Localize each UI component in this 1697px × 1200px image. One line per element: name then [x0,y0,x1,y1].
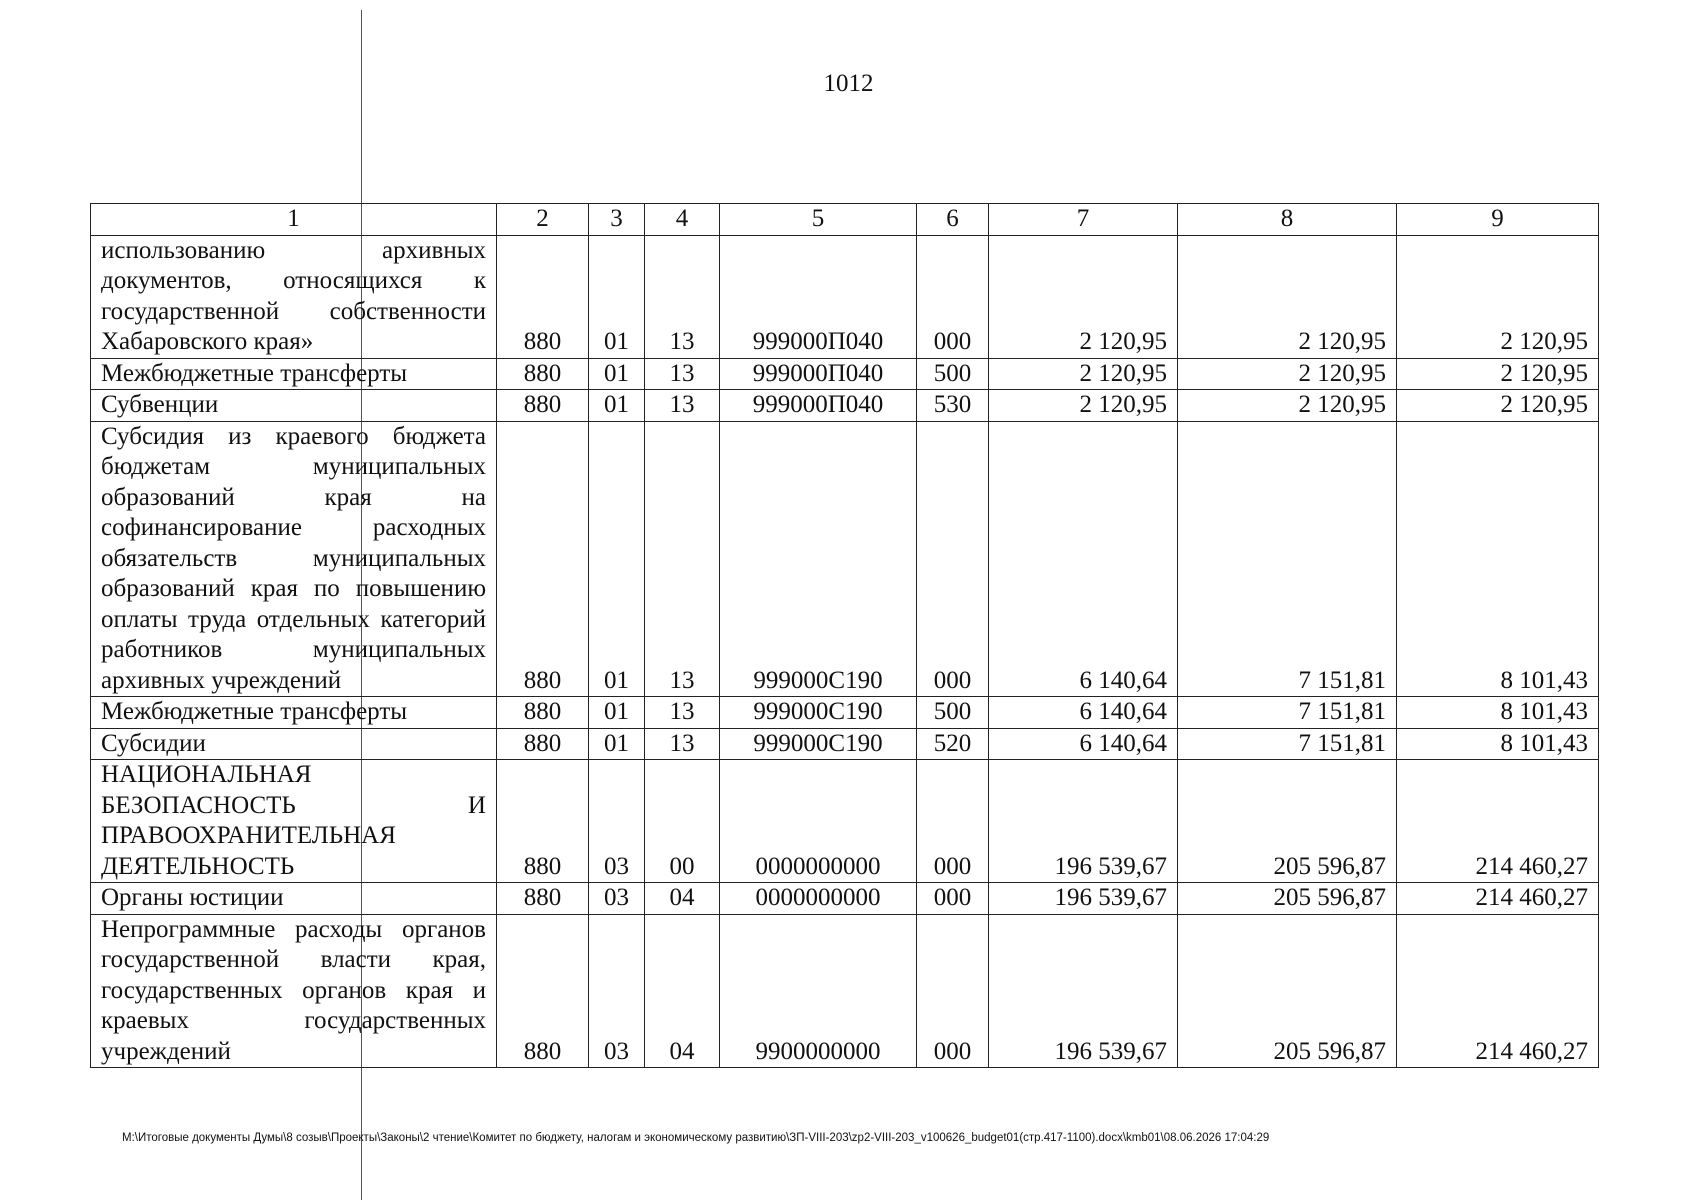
table-row [91,883,1599,915]
row-name: Субсидия из краевого бюджета бюджетам муниципальных образований края на софинансирование расходных обязательств муниципальных образований края по повышению оплаты труда отдельных категорий работников муниципальных архивных учреждений [91,421,497,697]
row-name: НАЦИОНАЛЬНАЯ БЕЗОПАСНОСТЬ И ПРАВООХРАНИТЕЛЬНАЯ ДЕЯТЕЛЬНОСТЬ [91,760,497,883]
cell-gr: 880 [497,358,589,390]
cell-year3: 8 101,43 [1397,421,1599,697]
cell-csr: 999000П040 [720,235,917,358]
header-cell: 7 [989,204,1178,236]
cell-year2: 2 120,95 [1178,390,1397,422]
cell-pr: 00 [645,760,720,883]
header-cell: 6 [917,204,989,236]
cell-year2: 205 596,87 [1178,760,1397,883]
cell-gr: 880 [497,728,589,760]
cell-csr: 999000П040 [720,390,917,422]
cell-year2: 7 151,81 [1178,728,1397,760]
cell-pr: 13 [645,728,720,760]
cell-vr: 500 [917,358,989,390]
cell-csr: 999000С190 [720,697,917,729]
cell-year2: 2 120,95 [1178,358,1397,390]
table-row [91,358,1599,390]
cell-year2: 2 120,95 [1178,235,1397,358]
cell-year1: 6 140,64 [989,728,1178,760]
cell-year2: 205 596,87 [1178,914,1397,1068]
cell-gr: 880 [497,697,589,729]
cell-year1: 2 120,95 [989,358,1178,390]
cell-vr: 000 [917,760,989,883]
cell-rz: 01 [589,728,645,760]
cell-rz: 03 [589,760,645,883]
cell-year3: 214 460,27 [1397,760,1599,883]
cell-pr: 13 [645,235,720,358]
table-row [91,728,1599,760]
cell-gr: 880 [497,235,589,358]
row-name: Непрограммные расходы органов государственной власти края, государственных органов края и краевых государственных учреждений [91,914,497,1068]
cell-year2: 7 151,81 [1178,697,1397,729]
cell-rz: 01 [589,235,645,358]
cell-pr: 13 [645,358,720,390]
header-row [91,204,1599,236]
header-cell: 1 [91,204,497,236]
header-cell: 8 [1178,204,1397,236]
cell-rz: 01 [589,421,645,697]
cell-year3: 2 120,95 [1397,358,1599,390]
header-cell: 4 [645,204,720,236]
cell-year1: 2 120,95 [989,390,1178,422]
file-path-footer: M:\Итоговые документы Думы\8 созыв\Проекты\Законы\2 чтение\Комитет по бюджету, налогам и экономическому развитию\ЗП-VIII-203\zp2-VIII-203_v100626_budget01(стр.417-1100).docx\kmb01\08.06.2026 17:04:29 [122,1132,1270,1144]
table-row [91,914,1599,1068]
header-cell: 3 [589,204,645,236]
cell-gr: 880 [497,421,589,697]
cell-rz: 03 [589,883,645,915]
table-row [91,390,1599,422]
cell-year1: 2 120,95 [989,235,1178,358]
cell-gr: 880 [497,883,589,915]
header-cell: 9 [1397,204,1599,236]
cell-vr: 530 [917,390,989,422]
header-cell: 2 [497,204,589,236]
cell-gr: 880 [497,914,589,1068]
cell-pr: 13 [645,421,720,697]
cell-csr: 9900000000 [720,914,917,1068]
cell-pr: 13 [645,697,720,729]
cell-year3: 2 120,95 [1397,235,1599,358]
cell-year1: 6 140,64 [989,697,1178,729]
cell-csr: 999000С190 [720,728,917,760]
cell-csr: 0000000000 [720,883,917,915]
table-row [91,235,1599,358]
table-row [91,421,1599,697]
cell-year3: 8 101,43 [1397,697,1599,729]
table-row [91,697,1599,729]
cell-pr: 13 [645,390,720,422]
cell-rz: 01 [589,697,645,729]
cell-year1: 6 140,64 [989,421,1178,697]
cell-year3: 8 101,43 [1397,728,1599,760]
cell-vr: 000 [917,421,989,697]
cell-csr: 999000П040 [720,358,917,390]
row-name: Субсидии [91,728,497,760]
cell-year1: 196 539,67 [989,883,1178,915]
cell-rz: 01 [589,358,645,390]
cell-year3: 214 460,27 [1397,883,1599,915]
cell-year1: 196 539,67 [989,760,1178,883]
cell-csr: 999000С190 [720,421,917,697]
row-name: Межбюджетные трансферты [91,697,497,729]
budget-table [90,203,1599,1068]
cell-vr: 000 [917,914,989,1068]
cell-year2: 205 596,87 [1178,883,1397,915]
row-name: Органы юстиции [91,883,497,915]
cell-csr: 0000000000 [720,760,917,883]
row-name: Субвенции [91,390,497,422]
row-name: использованию архивных документов, относящихся к государственной собственности Хабаровского края» [91,235,497,358]
cell-year1: 196 539,67 [989,914,1178,1068]
cell-pr: 04 [645,914,720,1068]
table-row [91,760,1599,883]
cell-gr: 880 [497,390,589,422]
cell-vr: 000 [917,883,989,915]
cell-pr: 04 [645,883,720,915]
cell-year3: 214 460,27 [1397,914,1599,1068]
cell-vr: 500 [917,697,989,729]
cell-vr: 520 [917,728,989,760]
row-name: Межбюджетные трансферты [91,358,497,390]
cell-year2: 7 151,81 [1178,421,1397,697]
page-number: 1012 [823,70,874,97]
cell-year3: 2 120,95 [1397,390,1599,422]
cell-rz: 03 [589,914,645,1068]
cell-gr: 880 [497,760,589,883]
cell-rz: 01 [589,390,645,422]
cell-vr: 000 [917,235,989,358]
header-cell: 5 [720,204,917,236]
